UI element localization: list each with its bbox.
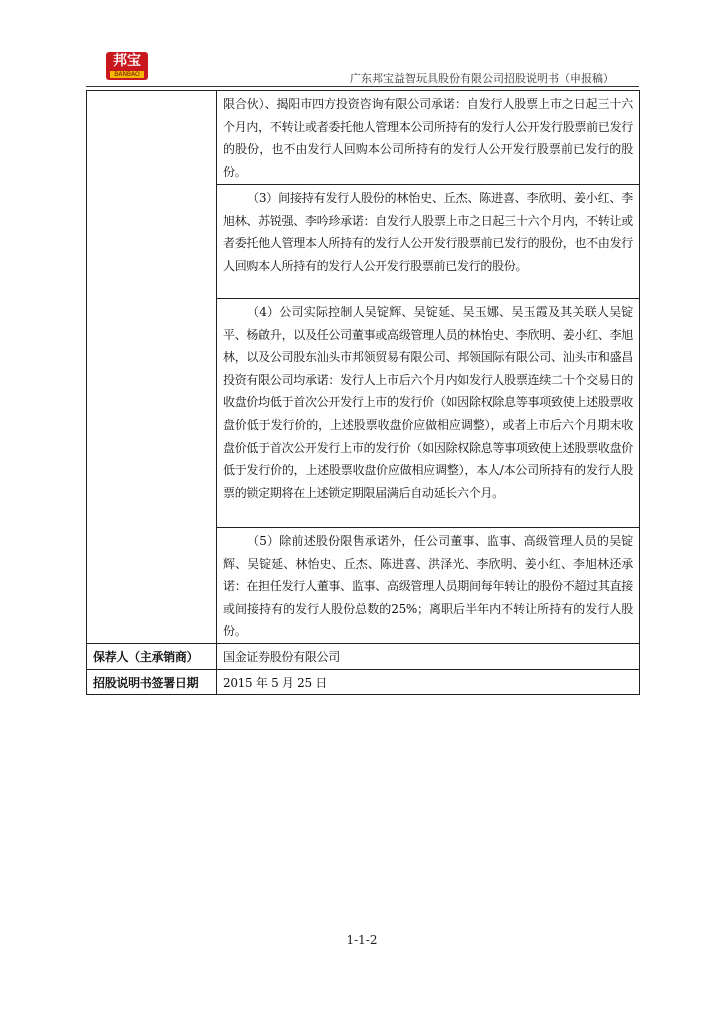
commitment-cell xyxy=(217,91,640,185)
commitment-cell xyxy=(217,299,640,528)
commitment-paragraph: （5）除前述股份限售承诺外，任公司董事、监事、高级管理人员的吴锭辉、吴锭延、林怡史、丘杰、陈进喜、洪泽光、李欣明、姜小红、李旭林还承诺：在担任发行人董事、监事、高级管理人员期间每年转让的股份不超过其直接或间接持有的发行人股份总数的25%；离职后半年内不转让所持有的发行人股份。 xyxy=(223,534,633,639)
sponsor-label: 保荐人（主承销商） xyxy=(87,644,217,670)
header-divider xyxy=(86,86,639,87)
table-row xyxy=(87,669,640,695)
sponsor-value: 国金证券股份有限公司 xyxy=(217,644,640,670)
info-table xyxy=(86,90,640,695)
logo-text: 邦宝 xyxy=(113,53,141,69)
signing-date-label: 招股说明书签署日期 xyxy=(87,669,217,695)
commitment-paragraph: （4）公司实际控制人吴锭辉、吴锭延、吴玉娜、吴玉霞及其关联人吴锭平、杨啟升，以及任公司董事或高级管理人员的林怡史、李欣明、姜小红、李旭林，以及公司股东汕头市邦领贸易有限公司、邦领国际有限公司、汕头市和盛昌投资有限公司均承诺：发行人上市后六个月内如发行人股票连续二十个交易日的收盘价均低于首次公开发行上市的发行价（如因除权除息等事项致使上述股票收盘价低于发行价的，上述股票收盘价应做相应调整），或者上市后六个月期末收盘价低于首次公开发行上市的发行价（如因除权除息等事项致使上述股票收盘价低于发行价的，上述股票收盘价应做相应调整），本人/本公司所持有的发行人股票的锁定期将在上述锁定期限届满后自动延长六个月。 xyxy=(223,305,633,500)
document-header-title: 广东邦宝益智玩具股份有限公司招股说明书（申报稿） xyxy=(350,72,614,85)
commitment-cell xyxy=(217,185,640,299)
commitment-paragraph: （3）间接持有发行人股份的林怡史、丘杰、陈进喜、李欣明、姜小红、李旭林、苏锐强、李吟珍承诺：自发行人股票上市之日起三十六个月内，不转让或者委托他人管理本人所持有的发行人公开发行股票前已发行的股份，也不由发行人回购本人所持有的发行人公开发行股票前已发行的股份。 xyxy=(223,191,633,273)
table-row xyxy=(87,644,640,670)
commitment-paragraph: 限合伙）、揭阳市四方投资咨询有限公司承诺：自发行人股票上市之日起三十六个月内，不转让或者委托他人管理本公司所持有的发行人公开发行股票前已发行的股份，也不由发行人回购本公司所持有的发行人公开发行股票前已发行的股份。 xyxy=(223,97,633,179)
page-number: 1-1-2 xyxy=(346,933,378,947)
commitment-cell xyxy=(217,528,640,644)
table-row xyxy=(87,91,640,185)
signing-date-value: 2015 年 5 月 25 日 xyxy=(217,669,640,695)
empty-label-cell xyxy=(87,91,217,644)
company-logo xyxy=(106,52,148,80)
logo-subtext: BANBAO xyxy=(110,71,144,78)
